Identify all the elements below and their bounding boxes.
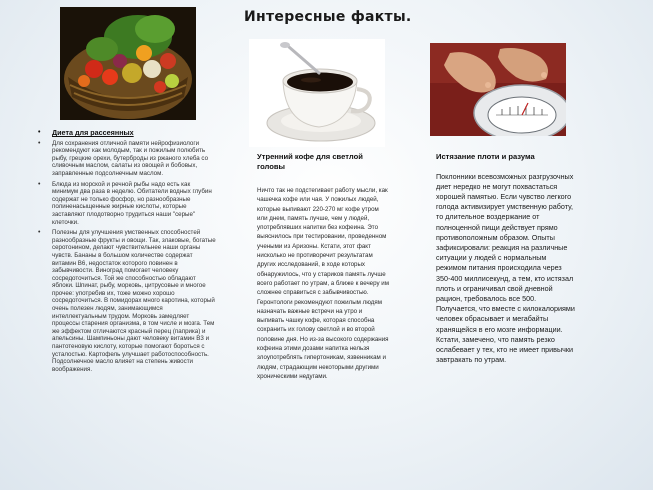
scale-feet-image bbox=[430, 43, 566, 136]
fasting-body: Поклонники всевозможных разгрузочных диет нередко не могут похвастаться хорошей памятью. Если чувство легкого голода активизирует умственную работу, то длительное воздержание от полноценной пищи действует прямо противоположным образом. Опыты зафиксировали: реакция на различные ситуации у людей с нормальным режимом питания происходила через 350-400 миллисекунд, а тем, кто истязал плоть и ограничивал свой дневной рацион, требовалось все 500. Получается, что вместе с килокалориями человек обрасывает и мегабайты хранящейся в его мозге информации. Кстати, замечено, что память резко ослабевает у тех, кто не имеет привычки завтракать по утрам. bbox=[436, 171, 575, 365]
column-coffee bbox=[257, 152, 389, 381]
vegetables-image bbox=[60, 7, 196, 120]
diet-item: • Полезны для улучшения умственных способностей разнообразные фрукты и овощи. Так, злаковые, богатые серотонином, делают чувствительнее наши органы чувств. Бананы в большом количестве содержат витамин В6, недостаток которого повинен в забывчивости. Виноград помогает человеку сосредоточиться. Той же способностью обладают яблоки. Шпинат, рыбу, морковь, цитрусовые и многое прочее: употребив их, тоже можно хорошо сосредоточиться. В помидорах много каротина, который очень полезен людям, занимающимся интеллектуальным трудом. Морковь замедляет процессы старения организма, в том числе и мозга. Тем же эффектом отличаются красный перец (паприка) и апельсины. Шампиньоны дают человеку витамин В3 и пантотеновую кислоту, которые помогают бороться с усталостью. Картофель улучшает работоспособность. Подсолнечное масло влияет на степень живости воображения. bbox=[52, 229, 216, 373]
fasting-heading: Истязание плоти и разума bbox=[436, 152, 535, 161]
column-diet bbox=[36, 129, 216, 376]
diet-item: • Блюда из морской и речной рыбы надо есть как минимум два раза в неделю. Обитатели водных глубин содержат не только фосфор, но разнообразные полиненасыщенные жирные кислоты, которые заставляют плодотворно трудиться наши "серые" клеточки. bbox=[52, 181, 216, 227]
coffee-heading: Утренний кофе для светлой головы bbox=[257, 152, 363, 171]
diet-heading: Диета для рассеянных bbox=[52, 128, 134, 137]
column-fasting bbox=[436, 152, 578, 365]
coffee-cup-image bbox=[249, 39, 385, 147]
coffee-body: Ничто так не подстегивает работу мысли, как чашечка кофе или чая. У пожилых людей, которые выпивают 220-270 мг кофе утром или днем, память лучше, чем у людей, употреблявших напитки без кофеина. Это выяснилось при тестировании, проведенном учеными из Аризоны. Кстати, этот факт нисколько не противоречит результатам других исследований, в ходе которых обнаружилось, что у стариков память лучше всего работает по утрам, а ближе к вечеру им сложнее справиться с забывчивостью. Геронтологи рекомендуют пожилым людям назначать важные встречи на утро и выпивать чашку кофе, которая способна сохранить их голову светлой и во второй половине дня. Но из-за высокого содержания кофеина этими дозами напитка нельзя злоупотреблять гипертоникам, язвенникам и людям, страдающим некоторыми другими хроническими недугами. bbox=[257, 187, 390, 380]
diet-item: • Для сохранения отличной памяти нейрофизиологи рекомендуют как молодым, так и пожилым полюбить рыбу, грецкие орехи, бутерброды из ржаного хлеба со сливочным маслом, салаты из овощей и бобовых, заправленные подсолнечным маслом. bbox=[52, 140, 216, 178]
diet-heading-item bbox=[52, 129, 216, 137]
page-title: Интересные факты. bbox=[244, 9, 412, 25]
